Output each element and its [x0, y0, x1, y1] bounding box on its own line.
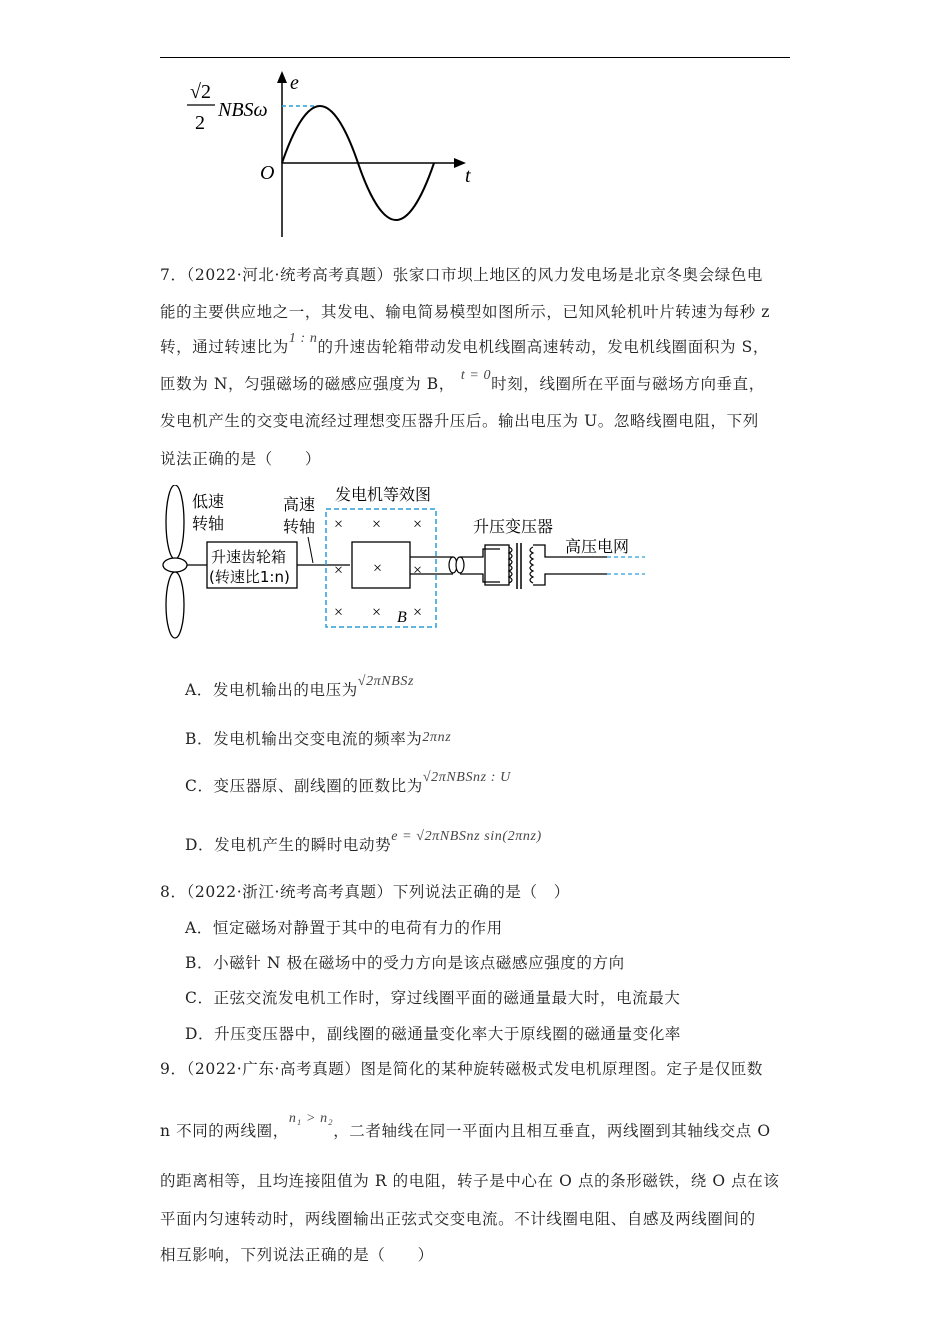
gearbox-label-1: 升速齿轮箱: [211, 548, 287, 566]
q7-line-4b: 时刻，线圈所在平面与磁场方向垂直，: [491, 375, 765, 393]
sine-graph: [160, 65, 480, 245]
cross-4: ×: [334, 562, 344, 579]
cross-3: ×: [413, 516, 423, 533]
q9-inequality: n₁ > n₂: [288, 1111, 334, 1126]
high-speed-label-2: 转轴: [283, 517, 316, 536]
cross-7: ×: [372, 604, 382, 621]
q9-line-3: 的距离相等，且均连接阻值为 R 的电阻，转子是中心在 O 点的条形磁铁，绕 O 点在该: [160, 1172, 780, 1190]
q7-t0: t = 0: [460, 368, 492, 383]
amplitude-den: 2: [195, 112, 205, 134]
cross-center: ×: [373, 560, 383, 577]
q9-line-2b: ，二者轴线在同一平面内且相互垂直，两线圈到其轴线交点 O: [333, 1122, 771, 1140]
q8-stem: 8．（2022·浙江·统考高考真题）下列说法正确的是（ ）: [160, 883, 570, 901]
q8-option-a[interactable]: A．恒定磁场对静置于其中的电荷有力的作用: [185, 919, 503, 937]
q7-line-4a: 匝数为 N，匀强磁场的磁感应强度为 B，: [160, 375, 455, 393]
transformer-label: 升压变压器: [473, 517, 554, 536]
q7-option-d[interactable]: [185, 829, 542, 857]
q7-line-3: [160, 331, 769, 359]
q7-option-b-text: B．发电机输出交变电流的频率为: [185, 730, 423, 748]
amplitude-tail: NBSω: [218, 99, 268, 121]
secondary-coil: [530, 547, 533, 583]
y-label: e: [290, 72, 299, 94]
q7-option-d-math: e = √2πNBSnz sin(2πnz): [391, 829, 542, 844]
cross-5: ×: [413, 562, 423, 579]
origin-label: O: [260, 162, 275, 184]
high-speed-label-1: 高速: [283, 495, 316, 514]
low-speed-label-1: 低速: [192, 492, 225, 511]
field-label: B: [397, 609, 407, 626]
q7-ratio: 1 : n: [288, 331, 318, 346]
q9-line-1: 9．（2022·广东·高考真题）图是简化的某种旋转磁极式发电机原理图。定子是仅匝数: [160, 1060, 764, 1078]
q7-option-a-math: √2πNBSz: [357, 674, 415, 689]
q9-line-2a: n 不同的两线圈，: [160, 1122, 289, 1140]
q7-line-3a: 转，通过转速比为: [160, 338, 289, 356]
q8-option-b[interactable]: B．小磁针 N 极在磁场中的受力方向是该点磁感应强度的方向: [185, 954, 625, 972]
q7-option-c-math: √2πNBSnz : U: [422, 770, 511, 785]
transformer-primary: [485, 545, 509, 585]
q7-option-b[interactable]: [185, 729, 451, 751]
wind-power-diagram: [155, 485, 655, 645]
cross-8: ×: [413, 604, 423, 621]
q7-option-c-text: C．变压器原、副线圈的匝数比为: [185, 777, 423, 795]
primary-coil: [509, 547, 512, 583]
slip-ring-2: [456, 557, 464, 573]
cross-6: ×: [334, 604, 344, 621]
blade-bottom: [166, 572, 184, 638]
q9-line-4: 平面内匀速转动时，两线圈输出正弦式交变电流。不计线圈电阻、自感及两线圈间的: [160, 1210, 756, 1228]
top-rule: [160, 57, 790, 58]
q7-option-a[interactable]: [185, 674, 415, 702]
q9-line-2: [160, 1111, 771, 1143]
q8-option-d[interactable]: D．升压变压器中，副线圈的磁通量变化率大于原线圈的磁通量变化率: [185, 1025, 682, 1043]
q7-option-b-math: 2πnz: [422, 730, 452, 745]
grid-label: 高压电网: [565, 537, 630, 556]
q7-line-5: 发电机产生的交变电流经过理想变压器升压后。输出电压为 U。忽略线圈电阻，下列: [160, 412, 759, 430]
q9-line-5: 相互影响，下列说法正确的是（ ）: [160, 1246, 434, 1264]
hub: [163, 558, 187, 572]
q7-line-1: 7．（2022·河北·统考高考真题）张家口市坝上地区的风力发电场是北京冬奥会绿色电: [160, 266, 764, 284]
q7-line-2: 能的主要供应地之一，其发电、输电简易模型如图所示，已知风轮机叶片转速为每秒 z: [160, 303, 770, 321]
generator-label: 发电机等效图: [335, 485, 432, 504]
y-arrow: [277, 71, 287, 83]
blade-top: [166, 485, 184, 559]
q7-option-d-text: D．发电机产生的瞬时电动势: [185, 836, 392, 854]
cross-2: ×: [372, 516, 382, 533]
cross-1: ×: [334, 516, 344, 533]
q7-option-a-text: A．发电机输出的电压为: [185, 681, 358, 699]
gearbox-label-2: (转速比1:n): [209, 568, 290, 586]
q8-option-c[interactable]: C．正弦交流发电机工作时，穿过线圈平面的磁通量最大时，电流最大: [185, 989, 681, 1007]
x-label: t: [465, 165, 471, 187]
low-speed-label-2: 转轴: [192, 514, 225, 533]
q7-line-3b: 的升速齿轮箱带动发电机线圈高速转动，发电机线圈面积为 S，: [317, 338, 769, 356]
q7-option-c[interactable]: [185, 770, 511, 798]
q7-line-6: 说法正确的是（ ）: [160, 450, 322, 468]
amplitude-num: √2: [190, 81, 211, 103]
q7-line-4: [160, 368, 765, 396]
